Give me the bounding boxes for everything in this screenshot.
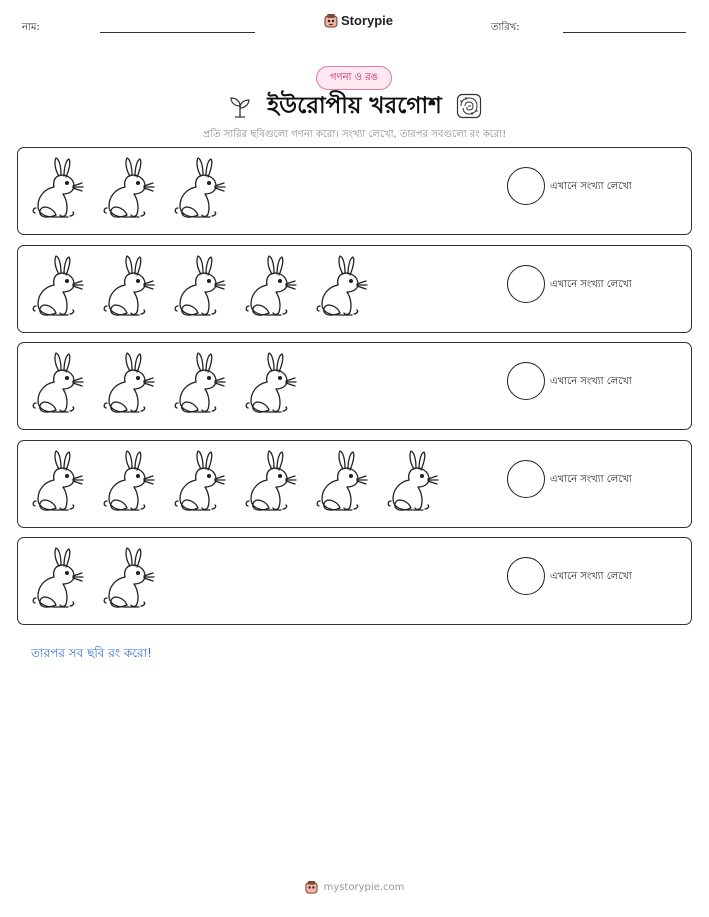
storypie-logo-icon	[305, 880, 318, 894]
site-footer	[0, 880, 709, 894]
count-row	[17, 342, 692, 430]
rabbit-icon	[101, 546, 159, 610]
sprout-icon	[227, 93, 253, 119]
answer-circle[interactable]	[507, 265, 545, 303]
rabbit-icon	[30, 449, 88, 513]
rabbit-icon	[172, 156, 230, 220]
rabbit-icon	[101, 449, 159, 513]
answer-circle[interactable]	[507, 362, 545, 400]
rabbit-icon	[30, 546, 88, 610]
rabbit-icon	[314, 449, 372, 513]
answer-label: এখানে সংখ্যা লেখো	[550, 181, 632, 192]
instructions: প্রতি সারির ছবিগুলো গণনা করো। সংখ্যা লেখো, তারপর সবগুলো রং করো!	[202, 129, 507, 140]
name-label: নাম:	[22, 22, 40, 33]
count-row	[17, 440, 692, 528]
rabbit-icon	[172, 254, 230, 318]
answer-label: এখানে সংখ্যা লেখো	[550, 376, 632, 387]
count-row	[17, 537, 692, 625]
rabbit-icon	[243, 351, 301, 415]
count-row	[17, 245, 692, 333]
date-field[interactable]	[563, 32, 686, 33]
rabbit-icon	[30, 254, 88, 318]
storypie-logo-icon	[324, 13, 338, 28]
name-field[interactable]	[100, 32, 255, 33]
rabbit-icon	[385, 449, 443, 513]
title-row	[0, 90, 709, 122]
category-badge: গণনা ও রঙ	[316, 66, 392, 90]
rabbit-icon	[172, 351, 230, 415]
brand-name: Storypie	[341, 13, 394, 28]
rabbit-icon	[30, 351, 88, 415]
answer-circle[interactable]	[507, 167, 545, 205]
rabbit-icon	[243, 449, 301, 513]
brand-logo	[324, 13, 393, 28]
rabbit-icon	[101, 351, 159, 415]
rabbit-icon	[30, 156, 88, 220]
answer-label: এখানে সংখ্যা লেখো	[550, 279, 632, 290]
answer-circle[interactable]	[507, 557, 545, 595]
rabbit-icon	[172, 449, 230, 513]
answer-label: এখানে সংখ্যা লেখো	[550, 474, 632, 485]
answer-circle[interactable]	[507, 460, 545, 498]
answer-label: এখানে সংখ্যা লেখো	[550, 571, 632, 582]
maze-icon	[456, 93, 482, 119]
site-url: mystorypie.com	[323, 881, 405, 893]
rabbit-icon	[243, 254, 301, 318]
date-label: তারিখ:	[491, 22, 520, 33]
footer-instruction: তারপর সব ছবি রং করো!	[31, 646, 152, 660]
rabbit-icon	[314, 254, 372, 318]
rabbit-icon	[101, 254, 159, 318]
count-row	[17, 147, 692, 235]
page-title: ইউরোপীয় খরগোশ	[267, 92, 442, 119]
rabbit-icon	[101, 156, 159, 220]
